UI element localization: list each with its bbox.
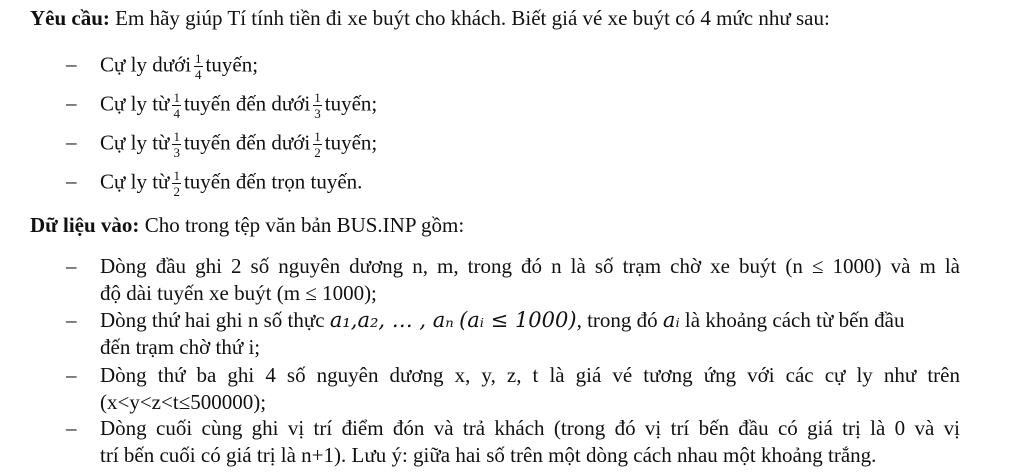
fraction: $\frac{1}{3}$ [314,90,321,121]
input-item-4-cont: trí bến cuối có giá trị là n+1). Lưu ý: giữa hai số trên một dòng cách nhau một khoảng trắng. [100,443,877,467]
math-condition: (aᵢ ≤ 1000) [459,308,577,332]
tier-item-4: – Cự ly từ $\frac{1}{2}$ tuyến đến trọn tuyến. [66,168,363,199]
requirement-text: Em hãy giúp Tí tính tiền đi xe buýt cho khách. Biết giá vé xe buýt có 4 mức như sau: [109,6,830,30]
input-item-1-cont: độ dài tuyến xe buýt (m ≤ 1000); [100,281,377,305]
math-ai: aᵢ [662,308,680,332]
fraction: $\frac{1}{2}$ [314,129,321,160]
input-item-3-cont: (x<y<z<t≤500000); [100,390,267,414]
input-text: Cho trong tệp văn bản BUS.INP gồm: [139,213,465,237]
tier-item-2: – Cự ly từ $\frac{1}{4}$ tuyến đến dưới $\frac{1}{3}$ tuyến; [66,90,378,121]
input-item-2: – Dòng thứ hai ghi n số thực a₁,a₂, … , aₙ (aᵢ ≤ 1000), trong đó aᵢ là khoảng cách từ bến đầu [66,308,905,332]
fraction: $\frac{1}{2}$ [173,168,180,199]
requirement-label: Yêu cầu: [30,6,110,30]
input-item-2-cont: đến trạm chờ thứ i; [100,335,261,359]
requirement-heading [30,8,830,29]
fraction: $\frac{1}{4}$ [195,51,202,82]
input-item-4: – Dòng cuối cùng ghi vị trí điểm đón và trả khách (trong đó vị trí bến đầu có giá trị là 0 và vị [66,416,960,440]
math-sequence: a₁,a₂, … , aₙ [329,308,454,332]
fraction: $\frac{1}{4}$ [173,90,180,121]
input-heading [30,215,464,236]
input-item-1: – Dòng đầu ghi 2 số nguyên dương n, m, trong đó n là số trạm chờ xe buýt (n ≤ 1000) và m là [66,254,960,278]
tier-item-1: – Cự ly dưới $\frac{1}{4}$ tuyến; [66,51,259,82]
fraction: $\frac{1}{3}$ [173,129,180,160]
tier-item-3: – Cự ly từ $\frac{1}{3}$ tuyến đến dưới $\frac{1}{2}$ tuyến; [66,129,378,160]
input-item-3: – Dòng thứ ba ghi 4 số nguyên dương x, y, z, t là giá vé tương ứng với các cự ly như trên [66,363,960,387]
input-label: Dữ liệu vào: [30,213,140,237]
